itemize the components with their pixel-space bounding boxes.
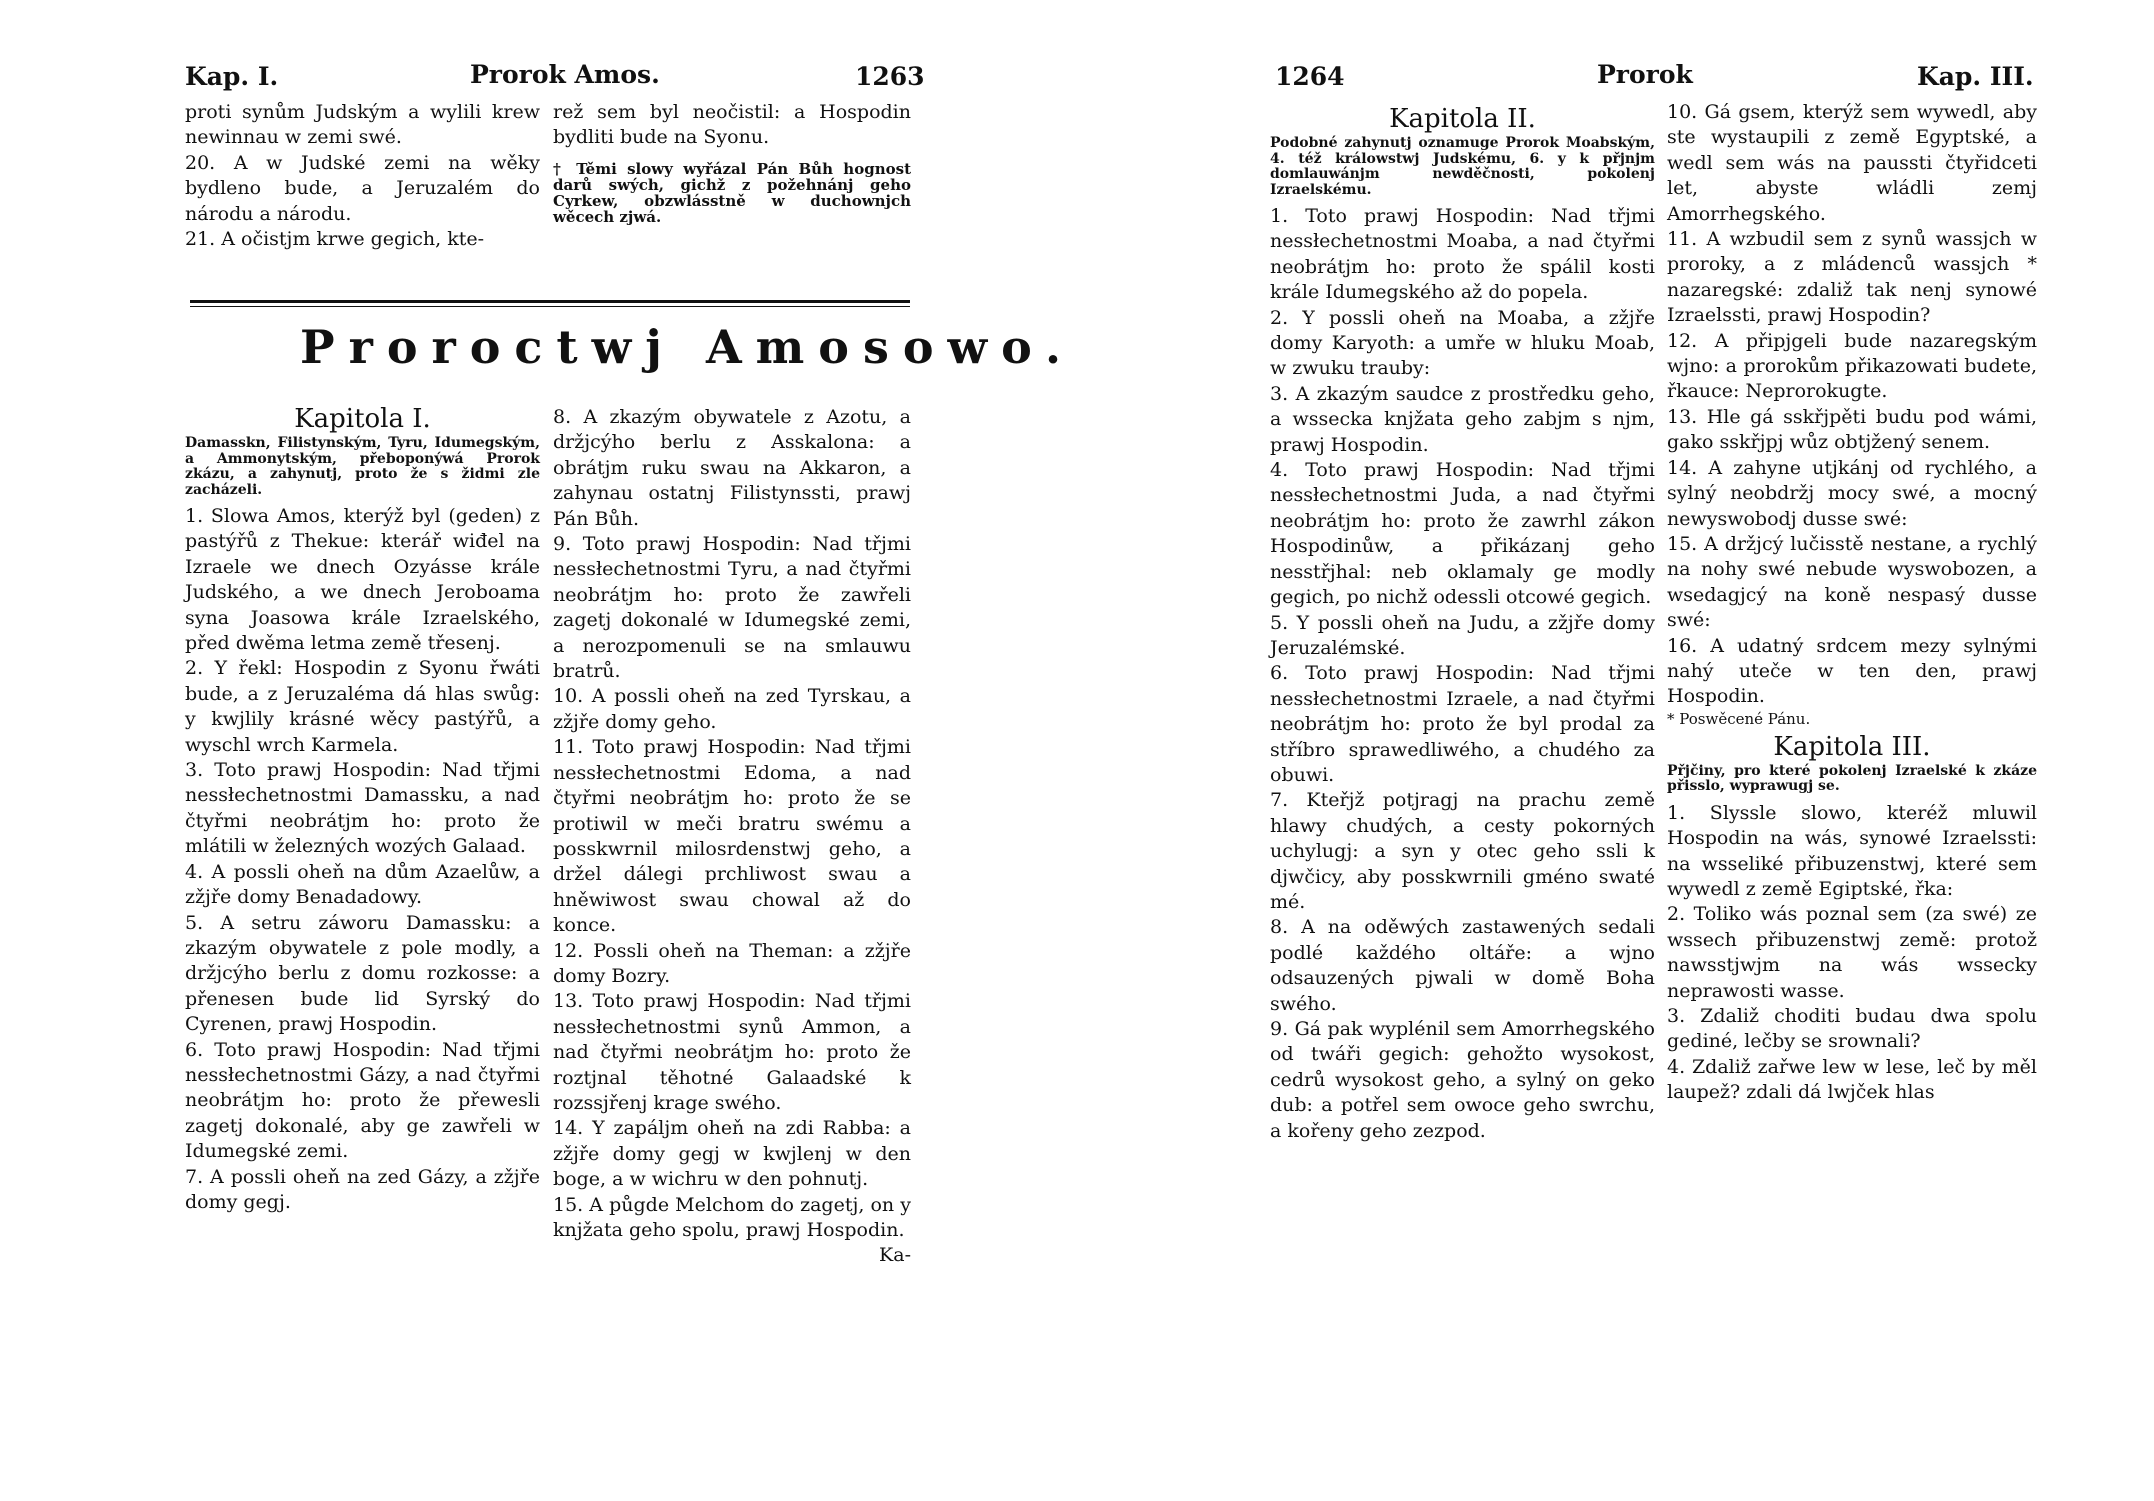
footnote: † Těmi slowy wyřázal Pán Bůh hognost darů swých, gichž z požehnánj geho Cyrkew, obzwlásstně w duchownjch wěcech zjwá. bbox=[553, 159, 911, 226]
verse: 1. Slowa Amos, kterýž byl (geden) z pastýřů z Thekue: kterář wiđel na Izraele we dnech Ozyásse krále Judského, a we dnech Jeroboama syna Joasowa krále Izraelského, před dwěma letma země třesenj. bbox=[185, 505, 540, 655]
verse: 5. A setru záworu Damassku: a zkazým obywatele z pole modly, a držjcýho berlu z domu rozkosse: a přenesen bude lid Syrský do Cyrenen, prawj Hospodin. bbox=[185, 911, 540, 1036]
running-title: Prorok Amos. bbox=[470, 60, 660, 89]
verse: 9. Gá pak wyplénil sem Amorrhegského od twáři gegich: gehožto wysokost, cedrů wysokost geho, a sylný on geko dub: a potřel sem owoce geho swrchu, a kořeny geho zezpod. bbox=[1270, 1018, 1655, 1142]
verse: 5. Y possli oheň na Judu, a zžjře domy Jeruzalémské. bbox=[1270, 611, 1655, 659]
verse: 4. A possli oheň na dům Azaelůw, a zžjře domy Benadadowy. bbox=[185, 860, 540, 909]
verse: 11. Toto prawj Hospodin: Nad třjmi nessłechetnostmi Edoma, a nad čtyřmi neobrátjm ho: proto že se protiwil w meči bratru swému a posskwrnil milosrdenstwj geho, a držel dálegi prchliwost swau a hněwiwost swau chowal až do konce. bbox=[553, 736, 911, 937]
verse: 3. Toto prawj Hospodin: Nad třjmi nessłechetnostmi Damassku, a nad čtyřmi neobrátjm ho: proto že mlátili w železných wozých Galaad. bbox=[185, 759, 540, 858]
top-right-column bbox=[553, 100, 911, 225]
verse: 3. A zkazým saudce z prostředku geho, a wssecka knjžata geho zabjm s njm, prawj Hospodin. bbox=[1270, 382, 1655, 456]
verse: 13. Toto prawj Hospodin: Nad třjmi nessłechetnostmi synů Ammon, a nad čtyřmi neobrátjm ho: proto že roztjnal těhotné Galaadské k rozssjřenj krage swého. bbox=[553, 990, 911, 1114]
verse: 1. Slyssle slowo, kteréž mluwil Hospodin na wás, synowé Izraelssti: na wsseliké přibuzenstwj, které sem wywedl z země Egiptské, řka: bbox=[1667, 801, 2037, 900]
verse: 15. A půgde Melchom do zagetj, on y knjžata geho spolu, prawj Hospodin. bbox=[553, 1193, 911, 1241]
verse: 4. Zdaliž zařwe lew w lese, leč by měl laupež? zdali dá lwjček hlas bbox=[1667, 1055, 2037, 1104]
verse: 8. A zkazým obywatele z Azotu, a držjcýho berlu z Asskalona: a obrátjm ruku swau na Akkaron, a zahynau ostatnj Filistynssti, prawj Pán Bůh. bbox=[553, 406, 911, 530]
divider-rule-thin bbox=[190, 306, 910, 307]
verse: 6. Toto prawj Hospodin: Nad třjmi nessłechetnostmi Izraele, a nad čtyřmi neobrátjm ho: proto že byl prodal za stříbro sprawedliwého, a chudého za obuwi. bbox=[1270, 662, 1655, 786]
chapter1-column-2 bbox=[553, 405, 911, 1269]
page-number: 1264 bbox=[1275, 62, 1345, 91]
chapter1-column-1 bbox=[185, 400, 540, 1215]
verse: 2. Y řekl: Hospodin z Syonu řwáti bude, a z Jeruzaléma dá hlas swůg: y kwjlily krásné wěcy pastýřů, a wyschl wrch Karmela. bbox=[185, 657, 540, 756]
chapter-ref: Kap. I. bbox=[185, 62, 279, 91]
verse: 14. Y zapáljm oheň na zdi Rabba: a zžjře domy gegj w kwjlenj w den boge, a w wichru w den pohnutj. bbox=[553, 1117, 911, 1191]
verse: 16. A udatný srdcem mezy sylnými nahý uteče w ten den, prawj Hospodin. bbox=[1667, 634, 2037, 708]
catchword: Ka- bbox=[879, 1244, 911, 1267]
verse: rež sem byl neočistil: a Hospodin bydliti bude na Syonu. bbox=[553, 101, 911, 149]
chapter-summary: Podobné zahynutj oznamuge Prorok Moabským, 4. též králowstwj Judskému, 6. y k přjnjm domlauwánjm newděčnosti, pokolenj Izraelskému. bbox=[1270, 135, 1655, 198]
top-left-column bbox=[185, 100, 540, 252]
chapter-heading: Kapitola II. bbox=[1389, 104, 1536, 134]
verse: 6. Toto prawj Hospodin: Nad třjmi nessłechetnostmi Gázy, a nad čtyřmi neobrátjm ho: proto že přewesli zagetj dokonalé, aby ge zawřeli w Idumegské zemi. bbox=[185, 1038, 540, 1163]
chapter-ref: Kap. III. bbox=[1917, 62, 2034, 91]
chapter2-column-1 bbox=[1270, 100, 1655, 1144]
chapter-summary: Přjčiny, pro které pokolenj Izraelské k zkáze přisslo, wyprawugj se. bbox=[1667, 762, 2037, 795]
verse: 10. A possli oheň na zed Tyrskau, a zžjře domy geho. bbox=[553, 685, 911, 733]
right-page bbox=[1077, 0, 2154, 1501]
verse: 10. Gá gsem, kterýž sem wywedl, aby ste wystaupili z země Egyptské, a wedl sem wás na paussti čtyřidceti let, abyste wládli zemj Amorrhegského. bbox=[1667, 101, 2037, 225]
chapter-summary: Damasskn, Filistynským, Tyru, Idumegským, a Ammonytským, přeboponýwá Prorok zkázu, a zahynutj, proto že s židmi zle zacházeli. bbox=[185, 435, 540, 498]
verse: 8. A na oděwých zastawených sedali podlé každého oltáře: a wjno odsauzených pjwali w domě Boha swého. bbox=[1270, 916, 1655, 1015]
verse: 15. A držjcý lučisstě nestane, a rychlý na nohy swé nebude wyswobozen, a wsedagjcý na koně nespasý dusse swé: bbox=[1667, 532, 2037, 632]
verse: 9. Toto prawj Hospodin: Nad třjmi nessłechetnostmi Tyru, a nad čtyřmi neobrátjm ho: proto že zawřeli zagetj dokonalé w Idumegské zemi, a nerozpomenuli se na smlauwu bratrů. bbox=[553, 533, 911, 683]
verse: 13. Hle gá sskřjpěti budu pod wámi, gako sskřjpj wůz obtjžený senem. bbox=[1667, 405, 2037, 454]
running-title: Prorok bbox=[1597, 60, 1693, 89]
marginal-note: * Poswěcené Pánu. bbox=[1667, 709, 1811, 728]
chapter2-3-column-2 bbox=[1667, 100, 2037, 1106]
chapter-heading: Kapitola I. bbox=[294, 404, 431, 434]
chapter-heading: Kapitola III. bbox=[1773, 731, 1931, 762]
verse: 1. Toto prawj Hospodin: Nad třjmi nessłechetnostmi Moaba, a nad čtyřmi neobrátjm ho: proto že spálil kosti krále Idumegského až do popela. bbox=[1270, 205, 1655, 304]
verse: 14. A zahyne utjkánj od rychlého, a sylný neobdržj mocy swé, a mocný newyswobodj dusse swé: bbox=[1667, 456, 2037, 530]
page-number: 1263 bbox=[855, 62, 925, 91]
verse: 11. A wzbudil sem z synů wassjch w proroky, a z mládenců wassjch * nazaregské: zdaliž tak nenj synowé Izraelssti, prawj Hospodin? bbox=[1667, 228, 2037, 327]
verse: 20. A w Judské zemi na wěky bydleno bude, a Jeruzalém do národu a národu. bbox=[185, 151, 540, 225]
verse: 2. Y possli oheň na Moaba, a zžjře domy Karyoth: a umře w hluku Moab, w zwuku trauby: bbox=[1270, 306, 1655, 380]
verse: 21. A očistjm krwe gegich, kte- bbox=[185, 228, 485, 251]
verse: 4. Toto prawj Hospodin: Nad třjmi nessłechetnostmi Juda, a nad čtyřmi neobrátjm ho: proto že zawrhl zákon Hospodinůw, a přikázanj geho nesstřjhal: neb oklamaly ge modly gegich, po nichž odessli otcowé gegich. bbox=[1270, 459, 1655, 609]
verse: proti synům Judským a wylili krew newinnau w zemi swé. bbox=[185, 101, 540, 149]
divider-rule bbox=[190, 300, 910, 303]
book-title: Proroctwj Amosowo. bbox=[300, 320, 1076, 374]
verse: 3. Zdaliž choditi budau dwa spolu gediné, lečby se srownali? bbox=[1667, 1005, 2037, 1053]
verse: 2. Toliko wás poznal sem (za swé) ze wssech přibuzenstwj země: protož nawsstjwjm na wás wssecky neprawosti wasse. bbox=[1667, 903, 2037, 1002]
verse: 7. A possli oheň na zed Gázy, a zžjře domy gegj. bbox=[185, 1165, 540, 1213]
verse: 12. Possli oheň na Theman: a zžjře domy Bozry. bbox=[553, 939, 911, 987]
verse: 12. A připjgeli bude nazaregským wjno: a prorokům přikazowati budete, řkauce: Neprorokugte. bbox=[1667, 329, 2037, 403]
verse: 7. Kteřjž potjragj na prachu země hlawy chudých, a cesty pokorných uchylugj: a syn y otec geho ssli k djwčicy, aby posskwrnili gméno swaté mé. bbox=[1270, 789, 1655, 913]
